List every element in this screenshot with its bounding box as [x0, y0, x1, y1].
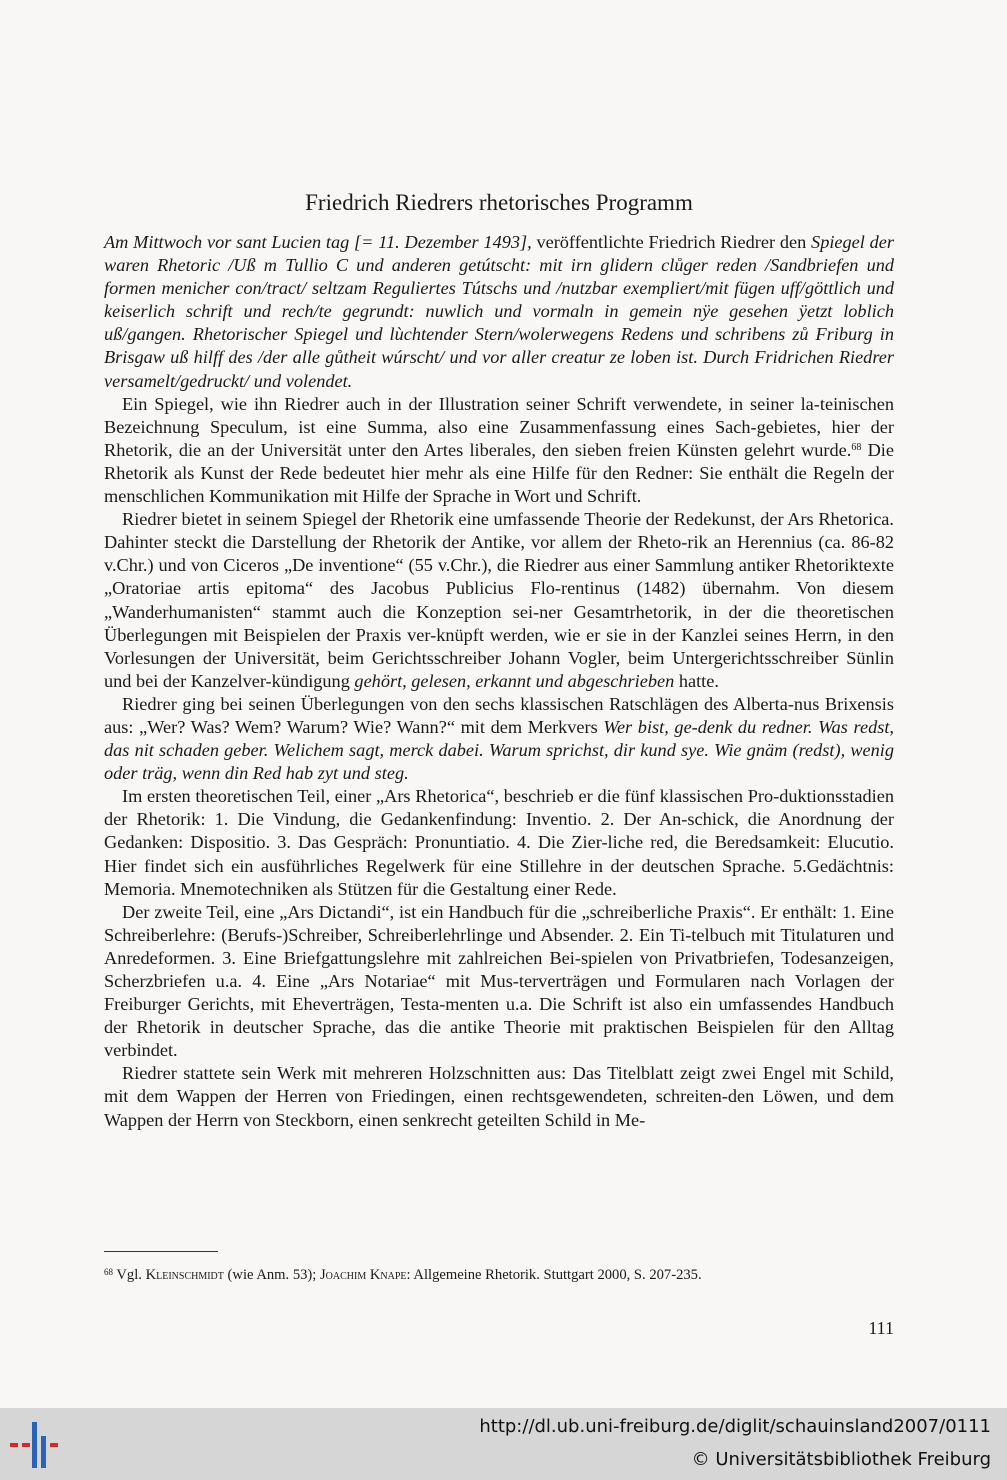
text-span: : Allgemeine Rhetorik. Stuttgart 2000, S. 207-235.	[406, 1267, 702, 1283]
author-name: Kleinschmidt	[145, 1267, 224, 1283]
italic-text: gehört, gelesen, erkannt und abgeschrieben	[354, 670, 675, 691]
paragraph-4	[104, 693, 894, 785]
italic-text: Wer bist, ge-denk du redner. Was redst, das nit schaden geber. Welichem sagt, merck dabei. Warum sprichst, dir kund sye. Wie gnäm (redst), wenig oder träg, wenn din Red hab zyt und steg.	[104, 716, 894, 784]
footnote-68	[104, 1263, 894, 1284]
text-span: Die Rhetorik als Kunst der Rede bedeutet hier mehr als eine Hilfe für den Redner: Sie enthält die Regeln der menschlichen Kommunikation mit Hilfe der Sprache in Wort und Schrift.	[104, 439, 894, 507]
paragraph-3	[104, 508, 894, 693]
paragraph-2	[104, 393, 894, 508]
paragraph-7: Riedrer stattete sein Werk mit mehreren Holzschnitten aus: Das Titelblatt zeigt zwei Engel mit Schild, mit dem Wappen der Herren von Friedingen, einen rechtsgewendeten, schreiten-den Löwen, und dem Wappen der Herrn von Steckborn, einen senkrecht geteilten Schild in Me-	[104, 1063, 894, 1130]
text-span: Riedrer bietet in seinem Spiegel der Rhetorik eine umfassende Theorie der Redekunst, der Ars Rhetorica. Dahinter steckt die Darstellung der Rhetorik der Antike, vor allem der Rheto-rik an Herennius (ca. 86-82 v.Chr.) und von Ciceros „De inventione“ (55 v.Chr.), die Riedrer aus einer Sammlung antiker Rhetoriktexte „Oratoriae artis epitoma“ des Jacobus Publicius Flo-rentinus (1482) übernahm. Von diesem „Wanderhumanisten“ stammt auch die Konzeption sei-ner Gesamtrhetorik, in der die theoretischen Überlegungen mit Beispielen der Praxis ver-knüpft werden, wie er sie in der Kanzlei seines Herrn, in den Vorlesungen der Universität, beim Gerichtsschreiber Johann Vogler, beim Untergerichtsschreiber Sünlin und bei der Kanzelver-kündigung	[104, 509, 894, 691]
paragraph-6: Der zweite Teil, eine „Ars Dictandi“, ist ein Handbuch für die „schreiberliche Praxis“. Er enthält: 1. Eine Schreiberlehre: (Berufs-)Schreiber, Schreiberlehrlinge und Absender. 2. Ein Ti-telbuch mit Titulaturen und Anredeformen. 3. Eine Briefgattungslehre mit zahlreichen Bei-spielen von Privatbriefen, Todesanzeigen, Scherzbriefen u.a. 4. Eine „Ars Notariae“ mit Mus-terverträgen und Formularen nach Vorlagen der Freiburger Gerichts, mit Eheverträgen, Testa-menten u.a. Die Schrift ist also ein umfassendes Handbuch der Rhetorik in deutscher Sprache, das die antike Theorie mit praktischen Beispielen für den Alltag verbindet.	[104, 901, 894, 1061]
footnote-divider	[104, 1251, 218, 1252]
text-span: Ein Spiegel, wie ihn Riedrer auch in der Illustration seiner Schrift verwendete, in seiner la-teinischen Bezeichnung Speculum, ist eine Summa, also eine Zusammenfassung eines Sach-gebietes, hier der Rhetorik, die an der Universität unter den Artes liberales, den sieben freien Künsten gelehrt wurde.	[104, 393, 894, 460]
page-number: 111	[868, 1318, 894, 1338]
text-span: (wie Anm. 53);	[223, 1267, 320, 1283]
text-span: veröffentlichte Friedrich Riedrer den	[531, 232, 812, 252]
paragraph-5: Im ersten theoretischen Teil, einer „Ars Rhetorica“, beschrieb er die fünf klassischen Pro-duktionsstadien der Rhetorik: 1. Die Vindung, die Gedankenfindung: Inventio. 2. Der An-schick, die Anordnung der Gedanken: Dispositio. 3. Das Gespräch: Pronuntiatio. 4. Die Zier-liche red, die Beredsamkeit: Elucutio. Hier findet sich ein ausführliches Regelwerk für eine Stillehre in der deutschen Sprache. 5.Gedächtnis: Memoria. Mnemotechniken als Stützen für die Gestaltung einer Rede.	[104, 786, 894, 899]
copyright-notice: © Universitätsbibliothek Freiburg	[691, 1449, 991, 1470]
text-span: hatte.	[674, 670, 719, 691]
footnote-number: 68	[104, 1267, 113, 1277]
italic-text: Spiegel der waren Rhetoric /Uß m Tullio C und anderen getútscht: mit irn glidern clůger reden /Sandbriefen und formen menicher con/tract/ seltzam Reguliertes Tútschs und /nutzbar exempliert/mit fügen uff/göttlich und keiserlich schrift und rech/te gegrundt: nuwlich und vormaln in gemein nÿe gesehen ÿetzt loblich uß/gangen. Rhetorischer Spiegel und lùchtender Stern/wolerwegens Redens und schribens zů Friburg in Brisgaw uß hilff des /der alle gůtheit wúrscht/ und vor aller creatur ze loben ist. Durch Fridrichen Riedrer versamelt/gedruckt/ und volendet.	[104, 232, 894, 391]
text-span: Riedrer ging bei seinen Überlegungen von den sechs klassischen Ratschlägen des Alberta-nus Brixensis aus: „Wer? Was? Wem? Warum? Wie? Wann?“ mit dem Merkvers	[104, 693, 894, 737]
footnote-reference[interactable]: 68	[851, 441, 862, 453]
paragraph-1	[104, 231, 894, 393]
footer-bar	[0, 1408, 1007, 1480]
author-name: Joachim Knape	[319, 1267, 407, 1283]
page-heading: Friedrich Riedrers rhetorisches Programm	[305, 190, 693, 215]
italic-text: Am Mittwoch vor sant Lucien tag [= 11. Dezember 1493],	[104, 232, 532, 252]
body-text	[104, 231, 894, 1132]
document-url-link[interactable]: http://dl.ub.uni-freiburg.de/diglit/schauinsland2007/0111	[479, 1416, 991, 1437]
text-span: Vgl.	[113, 1267, 146, 1283]
library-logo-icon	[10, 1422, 62, 1468]
